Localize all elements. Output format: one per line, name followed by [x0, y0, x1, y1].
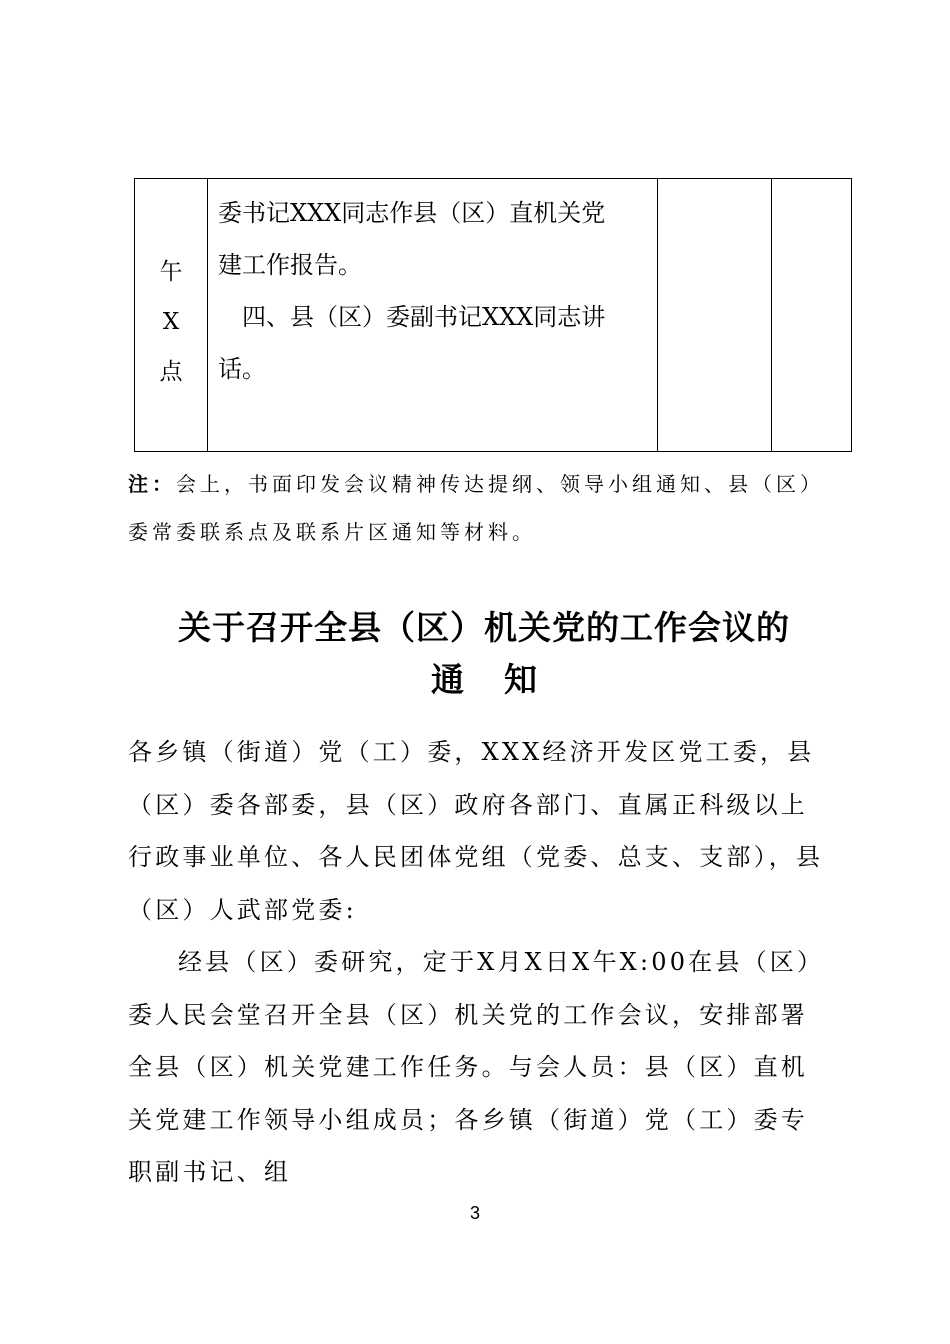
empty-cell [658, 179, 772, 452]
content-line: 建工作报告。 [218, 251, 362, 279]
salutation: 各乡镇（街道）党（工）委，XXX经济开发区党工委，县（区）委各部委，县（区）政府各部门、直属正科级以上行政事业单位、各人民团体党组（党委、总支、支部），县（区）人武部党委: [128, 738, 824, 924]
content-line: 四、县（区）委副书记XXX同志讲 [242, 303, 606, 331]
content-line: 话。 [218, 355, 266, 383]
note-text: 会上，书面印发会议精神传达提纲、领导小组通知、县（区）委常委联系点及联系片区通知等材料。 [128, 472, 824, 544]
content-cell [208, 179, 658, 452]
schedule-table [134, 178, 852, 452]
time-char: 午 [159, 259, 183, 285]
note-label: 注： [128, 472, 176, 496]
empty-cell [772, 179, 852, 452]
time-char: 点 [159, 359, 183, 385]
title-line-1: 关于召开全县（区）机关党的工作会议的 [178, 608, 790, 647]
table-row [135, 179, 852, 452]
title-line-2: 通知 [431, 660, 577, 699]
page-number: 3 [469, 1203, 480, 1223]
time-cell [135, 179, 208, 452]
note [128, 460, 840, 556]
content-line: 委书记XXX同志作县（区）直机关党 [218, 199, 606, 227]
notice-body [128, 726, 834, 1199]
time-char: X [162, 309, 180, 335]
document-title [128, 602, 840, 706]
body-paragraph: 经县（区）委研究，定于X月X日X午X:00在县（区）委人民会堂召开全县（区）机关党的工作会议，安排部署全县（区）机关党建工作任务。与会人员：县（区）直机关党建工作领导小组成员；各乡镇（街道）党（工）委专职副书记、组 [128, 948, 825, 1186]
